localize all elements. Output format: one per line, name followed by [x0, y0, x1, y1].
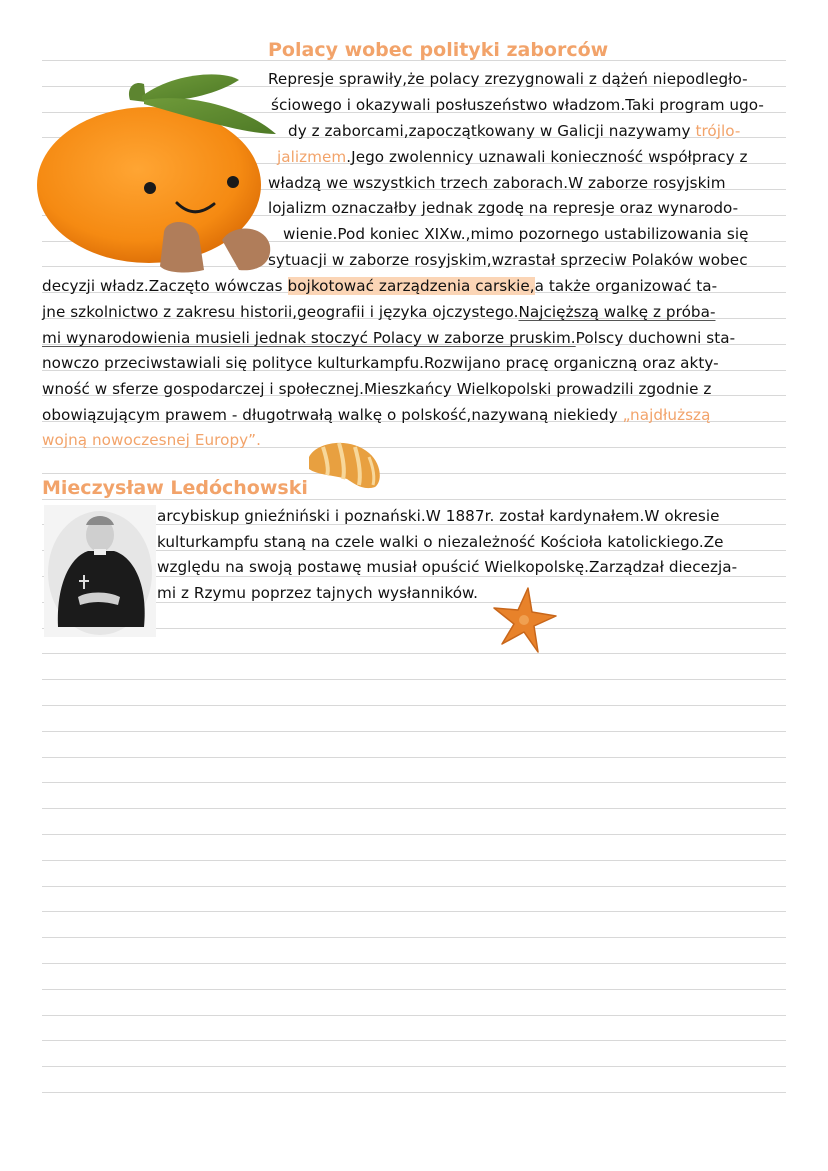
- text-line: [157, 532, 724, 552]
- text-span: ściowego i okazywali posłuszeństwo władzom.Taki program ugo-: [271, 96, 764, 114]
- text-span: nowczo przeciwstawiali się polityce kulturkampfu.Rozwijano pracę organiczną oraz akty-: [42, 354, 719, 372]
- ruled-line: [42, 757, 786, 758]
- croissant-icon: [303, 435, 385, 493]
- text-span: obowiązującym prawem - długotrwałą walkę o polskość,nazywaną niekiedy: [42, 406, 623, 424]
- text-span: kulturkampfu staną na czele walki o niezależność Kościoła katolickiego.Ze: [157, 533, 724, 551]
- text-line: [42, 328, 735, 348]
- text-line: [42, 430, 261, 450]
- text-line: [42, 379, 711, 399]
- quote-part1: „najdłuższą: [622, 406, 711, 424]
- text-line: [268, 250, 748, 270]
- ruled-line: [42, 1015, 786, 1016]
- ruled-line: [42, 731, 786, 732]
- ruled-line: [42, 911, 786, 912]
- ruled-line: [42, 989, 786, 990]
- text-span: względu na swoją postawę musiał opuścić Wielkopolskę.Zarządzał diecezja-: [157, 558, 738, 576]
- ruled-line: [42, 705, 786, 706]
- text-span: .Jego zwolennicy uznawali konieczność współpracy z: [346, 148, 748, 166]
- text-span: Polscy duchowni sta-: [575, 329, 736, 347]
- ruled-line: [42, 1092, 786, 1093]
- text-span: a także organizować ta-: [534, 277, 718, 295]
- underlined-phrase: mi wynarodowienia musieli jednak stoczyć Polacy w zaborze pruskim.: [42, 329, 576, 347]
- text-line: [271, 95, 764, 115]
- ruled-line: [42, 1066, 786, 1067]
- text-line: [42, 405, 710, 425]
- ruled-line: [42, 886, 786, 887]
- text-line: [277, 147, 748, 167]
- text-span: lojalizm oznaczałby jednak zgodę na represje oraz wynarodo-: [268, 199, 739, 217]
- ruled-line: [42, 963, 786, 964]
- section-title-ledochowski: Mieczysław Ledóchowski: [42, 477, 308, 499]
- text-line: [288, 121, 740, 141]
- ruled-line: [42, 834, 786, 835]
- text-span: sytuacji w zaborze rosyjskim,wzrastał sprzeciw Polaków wobec: [268, 251, 748, 269]
- starfish-icon: [490, 586, 558, 654]
- text-span: władzą we wszystkich trzech zaborach.W zaborze rosyjskim: [268, 174, 726, 192]
- ruled-line: [42, 937, 786, 938]
- ruled-line: [42, 808, 786, 809]
- quote-part2: wojną nowoczesnej Europy”.: [42, 431, 261, 449]
- text-span: mi z Rzymu poprzez tajnych wysłanników.: [157, 584, 478, 602]
- term-trojlojalizm-part1: trójlo-: [695, 122, 741, 140]
- text-line: [157, 557, 737, 577]
- term-trojlojalizm-part2: jalizmem: [277, 148, 347, 166]
- text-span: decyzji władz.Zaczęto wówczas: [42, 277, 288, 295]
- text-span: jne szkolnictwo z zakresu historii,geografii i języka ojczystego.: [42, 303, 519, 321]
- tangerine-plush-icon: [34, 70, 284, 275]
- text-line: [157, 583, 478, 603]
- text-line: [157, 506, 720, 526]
- ruled-line: [42, 473, 786, 474]
- text-line: [268, 198, 738, 218]
- ruled-line: [42, 679, 786, 680]
- text-span: dy z zaborcami,zapoczątkowany w Galicji nazywamy: [288, 122, 696, 140]
- underlined-phrase: Najcięższą walkę z próba-: [518, 303, 716, 321]
- text-line: [42, 302, 716, 322]
- ruled-line: [42, 860, 786, 861]
- portrait-photo: [44, 505, 156, 637]
- text-line: [268, 69, 748, 89]
- ruled-line: [42, 782, 786, 783]
- ruled-line: [42, 1040, 786, 1041]
- text-span: arcybiskup gnieźniński i poznański.W 1887r. został kardynałem.W okresie: [157, 507, 720, 525]
- highlighted-phrase: bojkotować zarządzenia carskie,: [287, 277, 535, 295]
- text-line: [268, 173, 726, 193]
- text-line: [42, 276, 717, 296]
- text-line: [42, 353, 719, 373]
- text-span: Represje sprawiły,że polacy zrezygnowali z dążeń niepodległo-: [268, 70, 748, 88]
- section-title-polacy: Polacy wobec polityki zaborców: [268, 39, 609, 61]
- ruled-line: [42, 653, 786, 654]
- text-span: wność w sferze gospodarczej i społecznej.Mieszkańcy Wielkopolski prowadzili zgodnie z: [42, 380, 712, 398]
- text-line: [283, 224, 749, 244]
- text-span: wienie.Pod koniec XIXw.,mimo pozornego ustabilizowania się: [283, 225, 749, 243]
